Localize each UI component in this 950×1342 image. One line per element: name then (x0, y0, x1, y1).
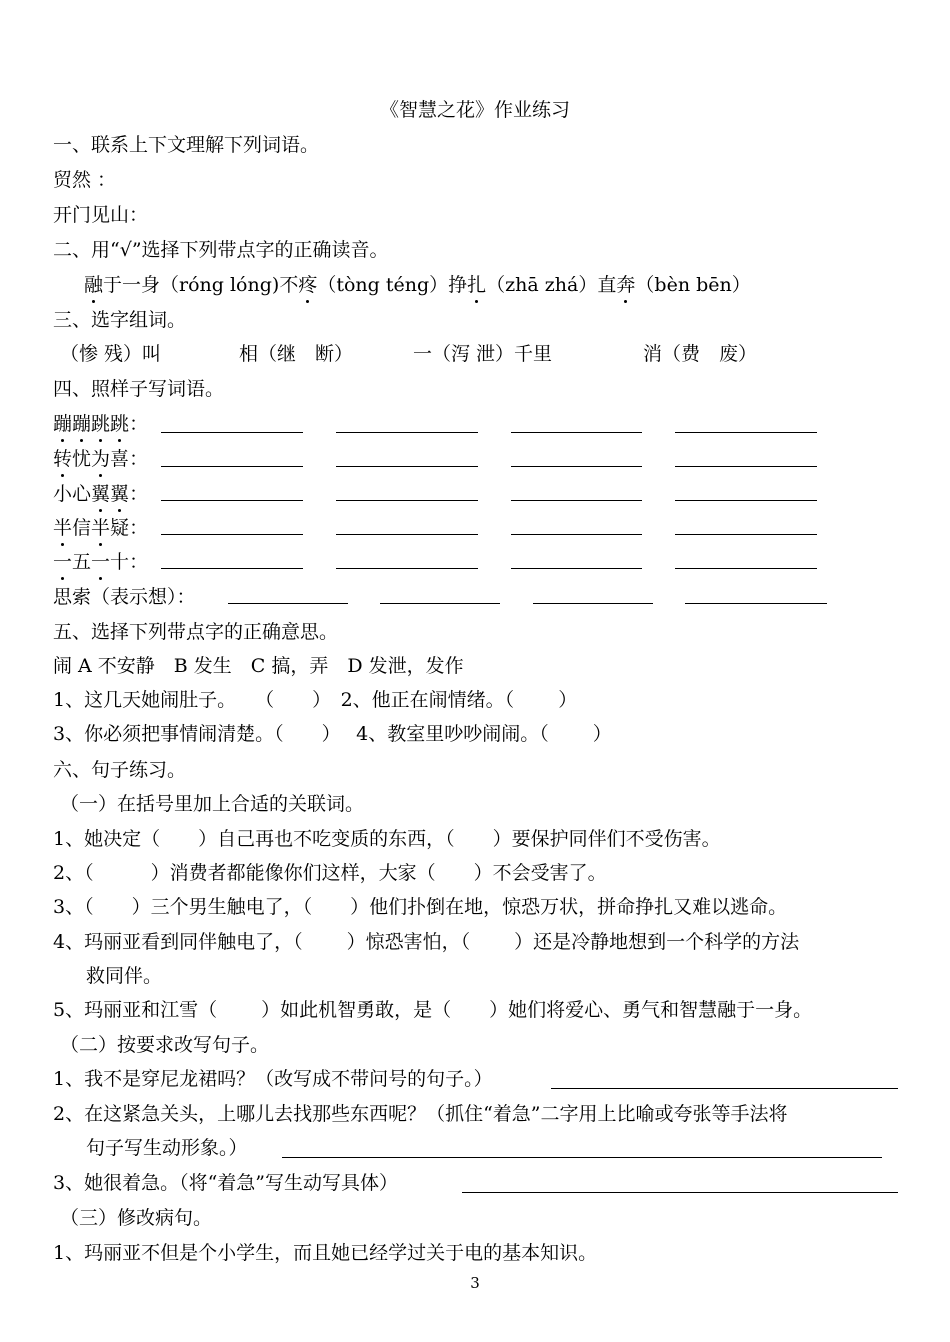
conjunction-line-1: 1、她决定（ ）自己再也不吃变质的东西，（ ）要保护同伴们不受伤害。 (53, 828, 721, 850)
meaning-questions-1: 1、这几天她闹肚子。 （ ） 2、他正在闹情绪。（ ） (53, 689, 578, 711)
dotted-char: 扎 (467, 274, 487, 296)
page-title: 《智慧之花》作业练习 (379, 99, 570, 121)
pinyin-row (84, 272, 751, 298)
dotted-char: 奔 (616, 274, 636, 296)
pattern-word-4: 半信半疑： (53, 517, 149, 539)
answer-line[interactable] (511, 568, 642, 569)
pattern-word-2: 转忧为喜： (53, 448, 149, 470)
answer-line[interactable] (336, 568, 478, 569)
pattern-word-5: 一五一十： (53, 551, 149, 573)
pinyin-item-rong: 融于一身（róng lóng) (84, 274, 280, 296)
answer-line[interactable] (336, 466, 478, 467)
choice-item-4: 消（费 废） (643, 343, 758, 365)
choice-item-3: 一（泻 泄）千里 (413, 343, 553, 365)
answer-line[interactable] (675, 500, 817, 501)
answer-line[interactable] (161, 500, 303, 501)
dotted-char: 疼 (298, 274, 318, 296)
definition-list: 闹 A 不安静 B 发生 C 搞，弄 D 发泄，发作 (53, 655, 464, 677)
pattern-word-6: 思索（表示想）： (53, 586, 196, 608)
meaning-questions-2: 3、你必须把事情闹清楚。（ ） 4、教室里吵吵闹闹。（ ） (53, 723, 612, 745)
answer-line[interactable] (161, 432, 303, 433)
answer-line[interactable] (551, 1088, 898, 1089)
section-3-heading: 三、选字组词。 (53, 309, 187, 331)
answer-line[interactable] (228, 603, 348, 604)
answer-line[interactable] (161, 534, 303, 535)
part-1-heading: （一）在括号里加上合适的关联词。 (60, 793, 365, 815)
answer-line[interactable] (675, 534, 817, 535)
rewrite-line-2-cont: 句子写生动形象。） (86, 1137, 248, 1159)
answer-line[interactable] (675, 432, 817, 433)
rewrite-line-2: 2、在这紧急关头，上哪儿去找那些东西呢？（抓住“着急”二字用上比喻或夸张等手法将 (53, 1103, 788, 1125)
choice-item-1: （惨 残）叫 (60, 343, 162, 365)
answer-line[interactable] (336, 432, 478, 433)
answer-line[interactable] (533, 603, 653, 604)
answer-line[interactable] (675, 466, 817, 467)
answer-line[interactable] (380, 603, 500, 604)
rewrite-line-1: 1、我不是穿尼龙裙吗？（改写成不带问号的句子。） (53, 1068, 493, 1090)
answer-line[interactable] (685, 603, 827, 604)
word-maoran: 贸然 ： (53, 169, 117, 191)
answer-line[interactable] (282, 1157, 882, 1158)
conjunction-line-2: 2、（ ）消费者都能像你们这样，大家（ ）不会受害了。 (53, 862, 607, 884)
dotted-char: 融 (84, 274, 104, 296)
answer-line[interactable] (336, 534, 478, 535)
pinyin-item-teng: 不疼（tòng téng） (279, 274, 449, 296)
pattern-word-3: 小心翼翼： (53, 483, 149, 505)
pinyin-item-ben: 直奔（bèn bēn） (597, 274, 751, 296)
choice-item-2: 相（继 断） (239, 343, 354, 365)
answer-line[interactable] (675, 568, 817, 569)
part-2-heading: （二）按要求改写句子。 (60, 1034, 270, 1056)
answer-line[interactable] (161, 466, 303, 467)
answer-line[interactable] (336, 500, 478, 501)
conjunction-line-4-cont: 救同伴。 (86, 965, 163, 987)
section-6-heading: 六、句子练习。 (53, 759, 187, 781)
section-5-heading: 五、选择下列带点字的正确意思。 (53, 621, 339, 643)
word-kaimenjianshan: 开门见山： (53, 204, 149, 226)
sick-sentence-1: 1、玛丽亚不但是个小学生，而且她已经学过关于电的基本知识。 (53, 1242, 598, 1264)
page-number: 3 (470, 1274, 480, 1292)
answer-line[interactable] (511, 466, 642, 467)
pinyin-item-zha: 挣扎（zhā zhá） (448, 274, 598, 296)
conjunction-line-5: 5、玛丽亚和江雪（ ）如此机智勇敢，是（ ）她们将爱心、勇气和智慧融于一身。 (53, 999, 813, 1021)
part-3-heading: （三）修改病句。 (60, 1207, 213, 1229)
pattern-word-1: 蹦蹦跳跳： (53, 413, 149, 435)
answer-line[interactable] (511, 500, 642, 501)
rewrite-line-3: 3、她很着急。（将“着急”写生动写具体） (53, 1172, 399, 1194)
section-2-heading: 二、用“√”选择下列带点字的正确读音。 (53, 239, 389, 261)
answer-line[interactable] (161, 568, 303, 569)
answer-line[interactable] (511, 432, 642, 433)
answer-line[interactable] (462, 1192, 898, 1193)
section-4-heading: 四、照样子写词语。 (53, 378, 225, 400)
conjunction-line-4: 4、玛丽亚看到同伴触电了，（ ）惊恐害怕，（ ）还是冷静地想到一个科学的方法 (53, 931, 800, 953)
section-1-heading: 一、联系上下文理解下列词语。 (53, 134, 320, 156)
answer-line[interactable] (511, 534, 642, 535)
conjunction-line-3: 3、（ ）三个男生触电了，（ ）他们扑倒在地，惊恐万状，拼命挣扎又难以逃命。 (53, 896, 788, 918)
